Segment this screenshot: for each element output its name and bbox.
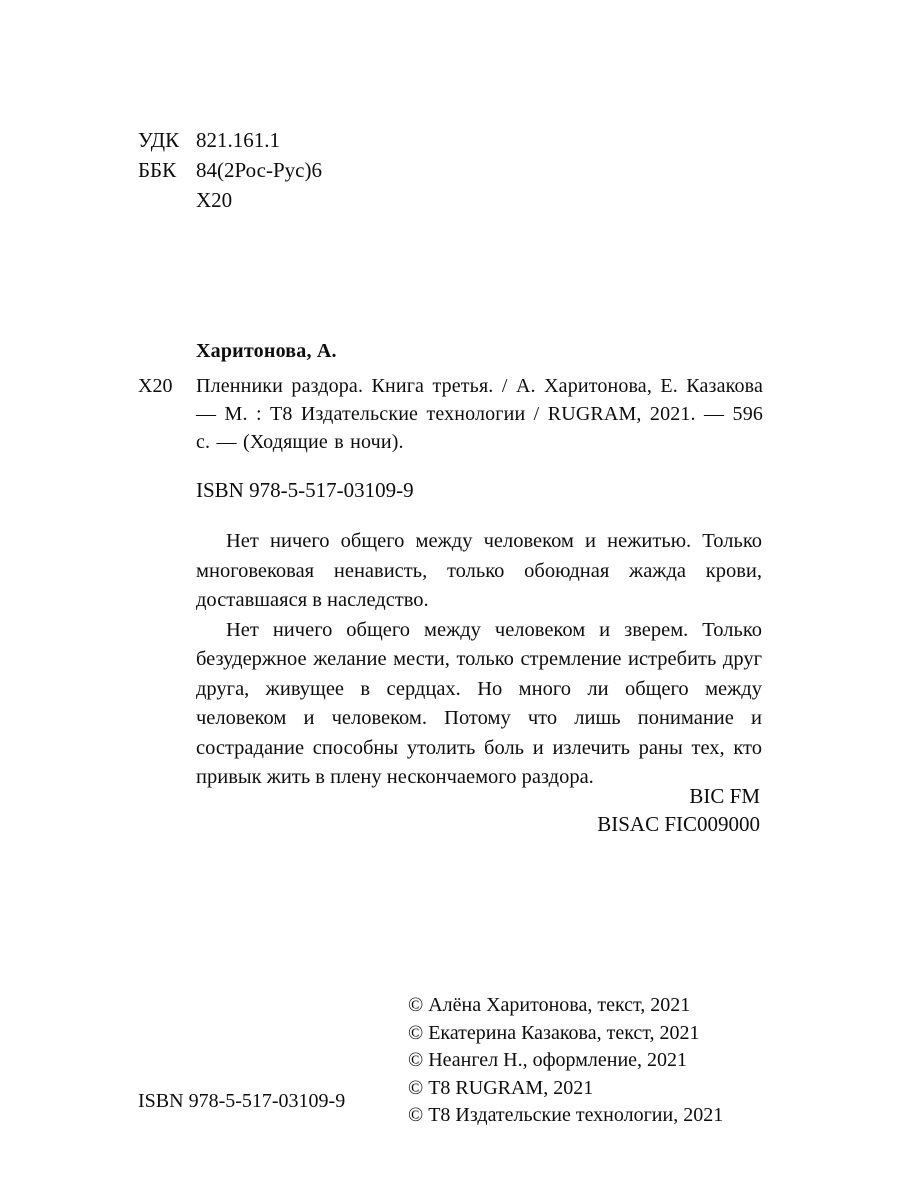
bibliographic-description: [138, 340, 763, 456]
bbk-label: ББК: [138, 158, 177, 182]
copyright-block: [408, 992, 723, 1130]
annotation-paragraph-2: Нет ничего общего между человеком и зверем. Только безудержное желание мести, только стремление истребить друг друга, живущее в сердцах. Но много ли общего между человеком и человеком. Потому что лишь понимание и сострадание способны утолить боль и излечить раны тех, кто привык жить в плену нескончаемого раздора.: [196, 618, 762, 788]
isbn-main: ISBN 978-5-517-03109-9: [196, 478, 414, 502]
bisac-code: BISAC FIC009000: [597, 812, 760, 836]
copyright-line-2: © Екатерина Казакова, текст, 2021: [408, 1021, 700, 1044]
bbk-value: 84(2Рос-Рус)6: [196, 158, 322, 182]
copyright-line-1: © Алёна Харитонова, текст, 2021: [408, 994, 691, 1016]
isbn-bottom: ISBN 978-5-517-03109-9: [138, 1090, 346, 1112]
copyright-line-5: © Т8 Издательские технологии, 2021: [408, 1104, 724, 1126]
udk-row: [138, 125, 322, 155]
bic-code: BIC FM: [689, 784, 760, 808]
classification-block: [138, 125, 322, 215]
copyright-line-3: © Неангел Н., оформление, 2021: [408, 1049, 688, 1071]
biblio-description-text: Пленники раздора. Книга третья. / А. Харитонова, Е. Казакова — М. : Т8 Издательские технологии / RUGRAM, 2021. — 596 с. — (Ходящие в ночи).: [196, 375, 763, 453]
biblio-body: [138, 372, 763, 456]
bbk-row: [138, 155, 322, 185]
udk-label: УДК: [138, 128, 180, 152]
annotation-paragraph-1: Нет ничего общего между человеком и нежитью. Только многовековая ненависть, только обоюдная жажда крови, доставшаяся в наследство.: [196, 530, 762, 611]
udk-value: 821.161.1: [196, 128, 280, 152]
biblio-index: Х20: [138, 375, 173, 397]
biblio-author-heading: Харитонова, А.: [196, 340, 337, 362]
subject-codes-block: [597, 782, 760, 838]
author-sign-code: Х20: [196, 188, 233, 212]
annotation-block: [196, 527, 762, 793]
copyright-line-4: © Т8 RUGRAM, 2021: [408, 1076, 594, 1099]
